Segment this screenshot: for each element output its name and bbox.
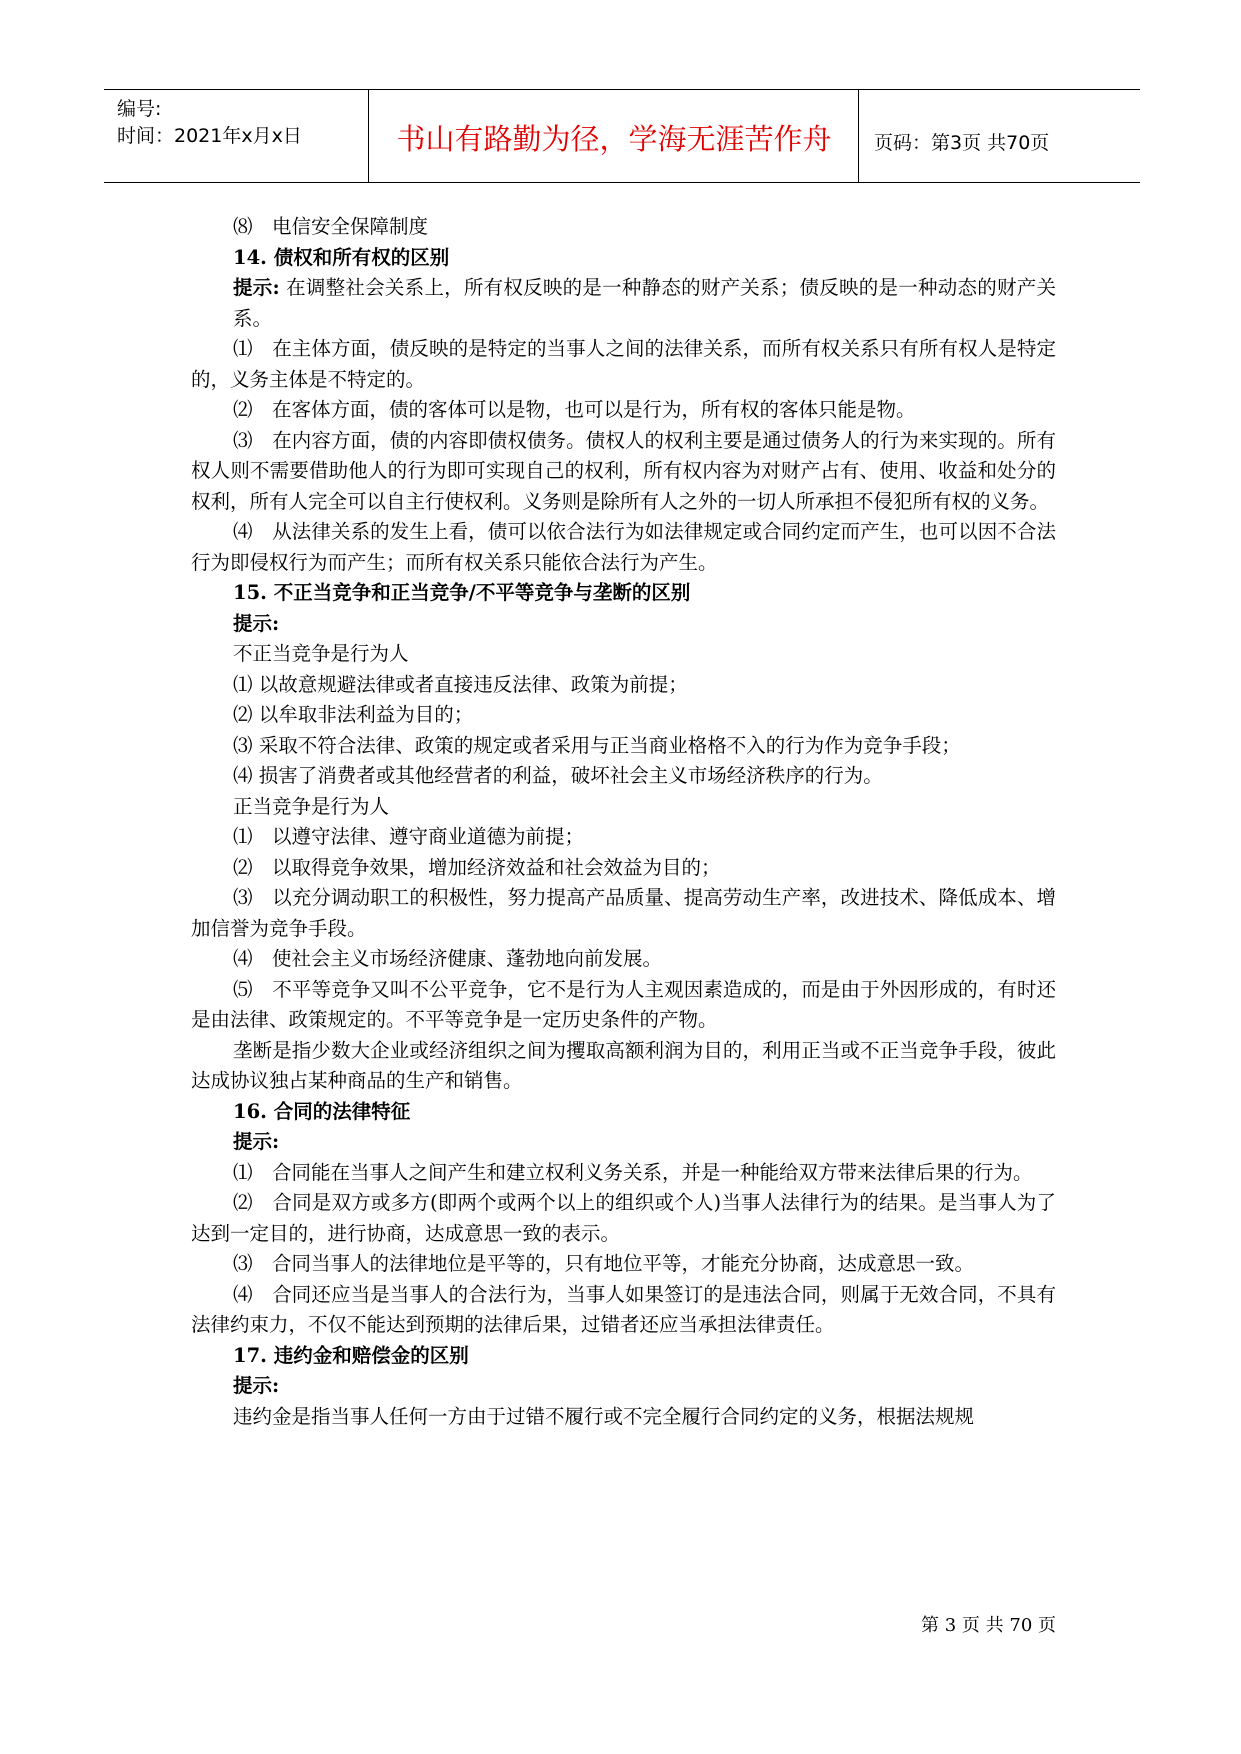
text-line: ⑴ 以故意规避法律或者直接违反法律、政策为前提； (233, 672, 688, 696)
text-line: 违约金是指当事人任何一方由于过错不履行或不完全履行合同约定的义务，根据法规规 (233, 1404, 975, 1428)
section-title-14: 14. 债权和所有权的区别 (233, 245, 450, 269)
text-line: ⑵ 以牟取非法利益为目的； (233, 703, 474, 726)
hint-label: 提示: (233, 276, 280, 299)
hint-label: 提示: (233, 1130, 280, 1153)
text-line: ⑻ 电信安全保障制度 (233, 215, 429, 238)
document-time-label: 时间：2021年x月x日 (117, 125, 302, 147)
header-motto: 书山有路勤为径，学海无涯苦作舟 (396, 122, 832, 156)
text-line: 垄断是指少数大企业或经济组织之间为攫取高额利润为目的，利用正当或不正当竞争手段，彼此达成协议独占某种商品的生产和销售。 (191, 1038, 1056, 1092)
text-line: 不正当竞争是行为人 (233, 642, 409, 665)
text-line: ⑵ 以取得竞争效果，增加经济效益和社会效益为目的； (233, 855, 721, 879)
text-line: 正当竞争是行为人 (233, 794, 390, 818)
section-title-15: 15. 不正当竞争和正当竞争/不平等竞争与垄断的区别 (233, 581, 691, 604)
text-line: ⑸ 不平等竞争又叫不公平竞争，它不是行为人主观因素造成的，而是由于外因形成的，有时还是由法律、政策规定的。不平等竞争是一定历史条件的产物。 (191, 977, 1056, 1031)
section-title-16: 16. 合同的法律特征 (233, 1099, 411, 1123)
text-line: ⑴ 在主体方面，债反映的是特定的当事人之间的法律关系，而所有权关系只有所有权人是特定的，义务主体是不特定的。 (191, 337, 1056, 391)
text-line: ⑴ 以遵守法律、遵守商业道德为前提； (233, 825, 585, 848)
hint-text: 在调整社会关系上，所有权反映的是一种静态的财产关系；债反映的是一种动态的财产关系。 (233, 276, 1057, 330)
header-divider-right (858, 89, 859, 182)
page-footer: 第 3 页 共 70 页 (921, 1615, 1056, 1636)
hint-paragraph (191, 273, 1056, 334)
text-line: ⑷ 合同还应当是当事人的合法行为，当事人如果签订的是违法合同，则属于无效合同，不具有法律约束力，不仅不能达到预期的法律后果，过错者还应当承担法律责任。 (191, 1282, 1056, 1336)
document-body (191, 212, 1056, 1432)
text-line: ⑵ 合同是双方或多方(即两个或两个以上的组织或个人)当事人法律行为的结果。是当事人为了达到一定目的，进行协商，达成意思一致的表示。 (191, 1191, 1056, 1245)
header-bottom-rule (104, 182, 1140, 183)
hint-label: 提示: (233, 1374, 280, 1397)
document-number-label: 编号: (117, 98, 162, 120)
text-line: ⑶ 合同当事人的法律地位是平等的，只有地位平等，才能充分协商，达成意思一致。 (233, 1252, 975, 1275)
text-line: ⑴ 合同能在当事人之间产生和建立权利义务关系，并是一种能给双方带来法律后果的行为。 (233, 1160, 1033, 1184)
text-line: ⑶ 以充分调动职工的积极性，努力提高产品质量、提高劳动生产率，改进技术、降低成本、增加信誉为竞争手段。 (191, 886, 1056, 940)
header-divider-left (368, 89, 369, 182)
section-title-17: 17. 违约金和赔偿金的区别 (233, 1343, 469, 1367)
hint-label: 提示: (233, 611, 280, 635)
text-line: ⑷ 从法律关系的发生上看，债可以依合法行为如法律规定或合同约定而产生，也可以因不合法行为即侵权行为而产生；而所有权关系只能依合法行为产生。 (191, 520, 1056, 574)
header-page-label: 页码：第3页 共70页 (874, 132, 1050, 154)
text-line: ⑵ 在客体方面，债的客体可以是物，也可以是行为，所有权的客体只能是物。 (233, 398, 916, 421)
header-top-rule (104, 89, 1140, 90)
text-line: ⑶ 采取不符合法律、政策的规定或者采用与正当商业格格不入的行为作为竞争手段； (233, 733, 961, 757)
text-line: ⑷ 损害了消费者或其他经营者的利益，破坏社会主义市场经济秩序的行为。 (233, 764, 883, 787)
text-line: ⑶ 在内容方面，债的内容即债权债务。债权人的权利主要是通过债务人的行为来实现的。所有权人则不需要借助他人的行为即可实现自己的权利，所有权内容为对财产占有、使用、收益和处分的权利，所有人完全可以自主行使权利。义务则是除所有人之外的一切人所承担不侵犯所有权的义务。 (191, 428, 1056, 513)
text-line: ⑷ 使社会主义市场经济健康、蓬勃地向前发展。 (233, 947, 663, 970)
